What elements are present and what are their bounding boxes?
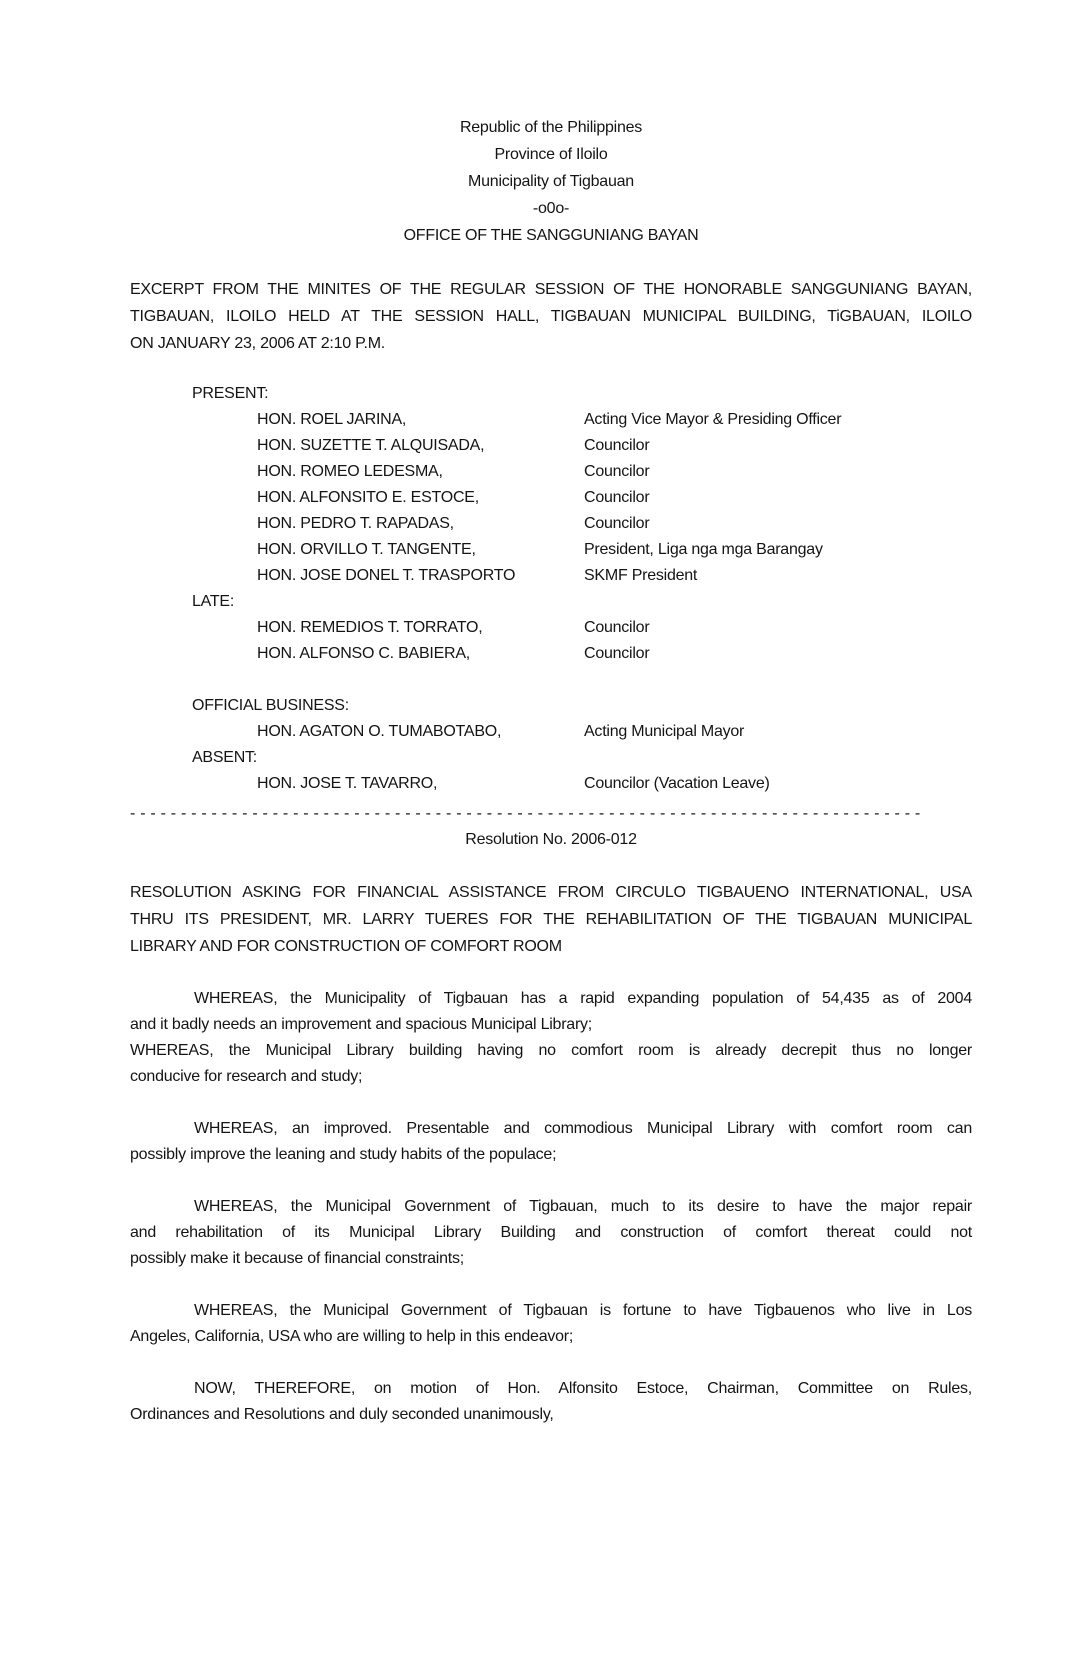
text-line: Province of Iloilo — [494, 146, 608, 163]
attendee-row — [130, 641, 972, 667]
text-line: Republic of the Philippines — [459, 119, 643, 136]
paragraph — [130, 1298, 972, 1350]
attendee-name: HON. ORVILLO T. TANGENTE, — [257, 541, 476, 558]
attendance-section — [130, 381, 972, 797]
attendee-position: Councilor — [584, 645, 650, 662]
attendee-row — [130, 485, 972, 511]
attendee-name: HON. ROEL JARINA, — [257, 411, 407, 428]
text-line: THRU ITS PRESIDENT, MR. LARRY TUERES FOR THE REHABILITATION OF THE TIGBAUAN MUNICIPAL — [130, 911, 972, 928]
absent-label: ABSENT: — [192, 749, 258, 766]
dashed-separator: - - - - - - - - - - - - - - - - - - - - - - - - - - - - - - - - - - - - - - - - - - - - - - - - - - - - - - - - - - - - - - - - - - - - - - - - - - - - - - — [130, 805, 920, 822]
paragraph — [130, 1376, 972, 1428]
late-list — [130, 615, 972, 667]
late-label: LATE: — [192, 593, 235, 610]
present-list — [130, 407, 972, 589]
attendee-row — [130, 407, 972, 433]
resolution-body — [130, 986, 972, 1428]
attendee-name: HON. JOSE T. TAVARRO, — [257, 775, 438, 792]
attendee-name: HON. ALFONSITO E. ESTOCE, — [257, 489, 479, 506]
attendee-row — [130, 563, 972, 589]
text-line: RESOLUTION ASKING FOR FINANCIAL ASSISTANCE FROM CIRCULO TIGBAUENO INTERNATIONAL, USA — [130, 884, 972, 901]
official-business-label: OFFICIAL BUSINESS: — [192, 697, 349, 714]
attendee-name: HON. AGATON O. TUMABOTABO, — [257, 723, 502, 740]
present-label: PRESENT: — [192, 385, 269, 402]
paragraph — [130, 1038, 972, 1090]
text-line: OFFICE OF THE SANGGUNIANG BAYAN — [403, 227, 699, 244]
absent-list — [130, 771, 972, 797]
attendee-position: Councilor — [584, 437, 650, 454]
paragraph-line: possibly improve the leaning and study habits of the populace; — [130, 1146, 557, 1163]
paragraph-line: possibly make it because of financial constraints; — [130, 1250, 464, 1267]
attendee-name: HON. ROMEO LEDESMA, — [257, 463, 443, 480]
official-business-list — [130, 719, 972, 745]
attendee-position: Acting Vice Mayor & Presiding Officer — [584, 411, 842, 428]
excerpt-paragraph — [130, 276, 972, 357]
paragraph-line: WHEREAS, an improved. Presentable and commodious Municipal Library with comfort room can — [194, 1120, 972, 1137]
document-header — [130, 114, 972, 249]
attendee-position: Councilor — [584, 463, 650, 480]
attendee-row — [130, 719, 972, 745]
text-line: Municipality of Tigbauan — [468, 173, 634, 190]
paragraph-line: WHEREAS, the Municipal Library building having no comfort room is already decrepit thus no longer — [130, 1042, 972, 1059]
attendee-position: President, Liga nga mga Barangay — [584, 541, 823, 558]
paragraph-line: and it badly needs an improvement and spacious Municipal Library; — [130, 1016, 593, 1033]
text-line: LIBRARY AND FOR CONSTRUCTION OF COMFORT ROOM — [130, 938, 562, 955]
attendee-row — [130, 511, 972, 537]
resolution-title — [130, 879, 972, 960]
attendee-row — [130, 459, 972, 485]
text-line: ON JANUARY 23, 2006 AT 2:10 P.M. — [130, 335, 385, 352]
attendee-position: Acting Municipal Mayor — [584, 723, 745, 740]
attendee-row — [130, 771, 972, 797]
attendee-row — [130, 433, 972, 459]
attendee-position: SKMF President — [584, 567, 698, 584]
paragraph-line: WHEREAS, the Municipal Government of Tigbauan is fortune to have Tigbauenos who live in Los — [194, 1302, 972, 1319]
attendee-position: Councilor — [584, 515, 650, 532]
attendee-name: HON. PEDRO T. RAPADAS, — [257, 515, 454, 532]
text-line: TIGBAUAN, ILOILO HELD AT THE SESSION HALL, TIGBAUAN MUNICIPAL BUILDING, TiGBAUAN, ILOILO — [130, 308, 972, 325]
attendee-position: Councilor — [584, 619, 650, 636]
paragraph — [130, 1116, 972, 1168]
paragraph-line: Angeles, California, USA who are willing to help in this endeavor; — [130, 1328, 574, 1345]
attendee-name: HON. REMEDIOS T. TORRATO, — [257, 619, 483, 636]
attendee-name: HON. SUZETTE T. ALQUISADA, — [257, 437, 485, 454]
attendee-position: Councilor (Vacation Leave) — [584, 775, 770, 792]
paragraph — [130, 986, 972, 1038]
paragraph-line: Ordinances and Resolutions and duly seconded unanimously, — [130, 1406, 554, 1423]
text-line: -o0o- — [532, 200, 570, 217]
paragraph-line: WHEREAS, the Municipality of Tigbauan has a rapid expanding population of 54,435 as of 2004 — [194, 990, 972, 1007]
paragraph — [130, 1194, 972, 1272]
attendee-row — [130, 615, 972, 641]
spacer — [130, 667, 972, 693]
paragraph-line: WHEREAS, the Municipal Government of Tigbauan, much to its desire to have the major repair — [194, 1198, 972, 1215]
document-content — [130, 114, 972, 1428]
resolution-number: Resolution No. 2006-012 — [465, 831, 637, 848]
paragraph-line: and rehabilitation of its Municipal Library Building and construction of comfort thereat could not — [130, 1224, 972, 1241]
attendee-name: HON. JOSE DONEL T. TRASPORTO — [257, 567, 516, 584]
paragraph-line: conducive for research and study; — [130, 1068, 363, 1085]
attendee-position: Councilor — [584, 489, 650, 506]
attendee-name: HON. ALFONSO C. BABIERA, — [257, 645, 470, 662]
text-line: EXCERPT FROM THE MINITES OF THE REGULAR SESSION OF THE HONORABLE SANGGUNIANG BAYAN, — [130, 281, 972, 298]
paragraph-line: NOW, THEREFORE, on motion of Hon. Alfonsito Estoce, Chairman, Committee on Rules, — [194, 1380, 972, 1397]
attendee-row — [130, 537, 972, 563]
